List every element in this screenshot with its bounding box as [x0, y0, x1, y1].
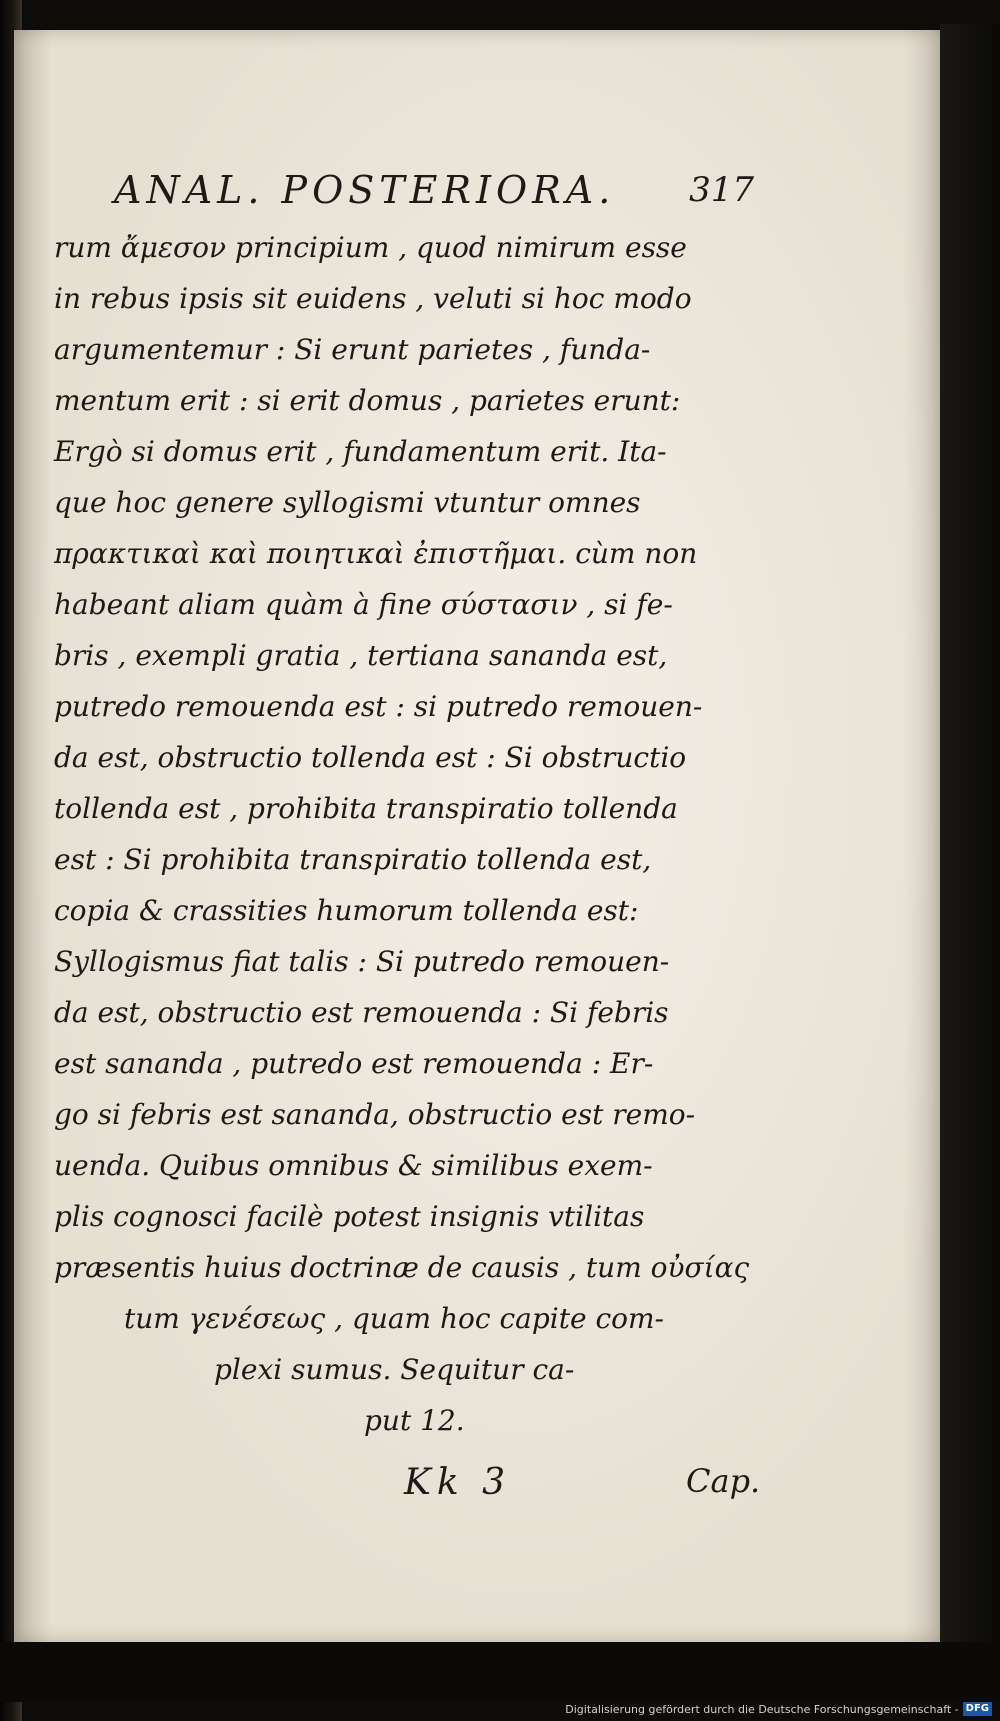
text-line: que hoc genere syllogismi vtuntur omnes: [54, 486, 641, 519]
text-line: tollenda est , prohibita transpiratio tollenda: [54, 792, 678, 825]
text-line-centered: put 12.: [364, 1404, 465, 1437]
text-line: uenda. Quibus omnibus & similibus exem-: [54, 1149, 653, 1182]
text-line: go si febris est sananda, obstructio est remo-: [54, 1098, 696, 1131]
text-line-centered: tum γενέσεως , quam hoc capite com-: [124, 1302, 664, 1335]
text-line: plis cognosci facilè potest insignis vtilitas: [54, 1200, 645, 1233]
running-head: ANAL. POSTERIORA.: [114, 168, 616, 212]
book-right-edge: [940, 24, 1000, 1664]
text-line: Ergò si domus erit , fundamentum erit. Ita-: [54, 435, 667, 468]
text-line: in rebus ipsis sit euidens , veluti si hoc modo: [54, 282, 692, 315]
book-page: [14, 30, 940, 1642]
text-line: Syllogismus fiat talis : Si putredo remouen-: [54, 945, 670, 978]
text-line: habeant aliam quàm à fine σύστασιν , si fe-: [54, 588, 673, 621]
page-number: 317: [689, 170, 754, 210]
text-line: putredo remouenda est : si putredo remouen-: [54, 690, 703, 723]
text-line: bris , exempli gratia , tertiana sananda est,: [54, 639, 668, 672]
book-bottom-edge: [0, 1642, 1000, 1702]
text-line-centered: plexi sumus. Sequitur ca-: [214, 1353, 575, 1386]
text-line: est : Si prohibita transpiratio tollenda est,: [54, 843, 652, 876]
text-line: est sananda , putredo est remouenda : Er-: [54, 1047, 654, 1080]
credit-text: Digitalisierung gefördert durch die Deutsche Forschungsgemeinschaft -: [565, 1702, 959, 1716]
text-line: πρακτικαὶ καὶ ποιητικαὶ ἐπιστῆμαι. cùm non: [54, 537, 698, 570]
catchword: Cap.: [686, 1462, 761, 1500]
digitization-credit: [565, 1700, 992, 1718]
text-line: argumentemur : Si erunt parietes , funda-: [54, 333, 651, 366]
text-line: da est, obstructio est remouenda : Si febris: [54, 996, 669, 1029]
text-line: rum ἄμεσον principium , quod nimirum esse: [54, 231, 687, 264]
main-text: [54, 222, 754, 1446]
dfg-logo: DFG: [963, 1702, 992, 1716]
text-line: da est, obstructio tollenda est : Si obstructio: [54, 741, 687, 774]
page-footer: [14, 1462, 940, 1522]
page-header: [114, 168, 754, 218]
text-line: copia & crassities humorum tollenda est:: [54, 894, 639, 927]
text-line: præsentis huius doctrinæ de causis , tum οὐσίας: [54, 1251, 750, 1284]
signature-mark: Kk 3: [404, 1462, 512, 1503]
text-line: mentum erit : si erit domus , parietes erunt:: [54, 384, 681, 417]
